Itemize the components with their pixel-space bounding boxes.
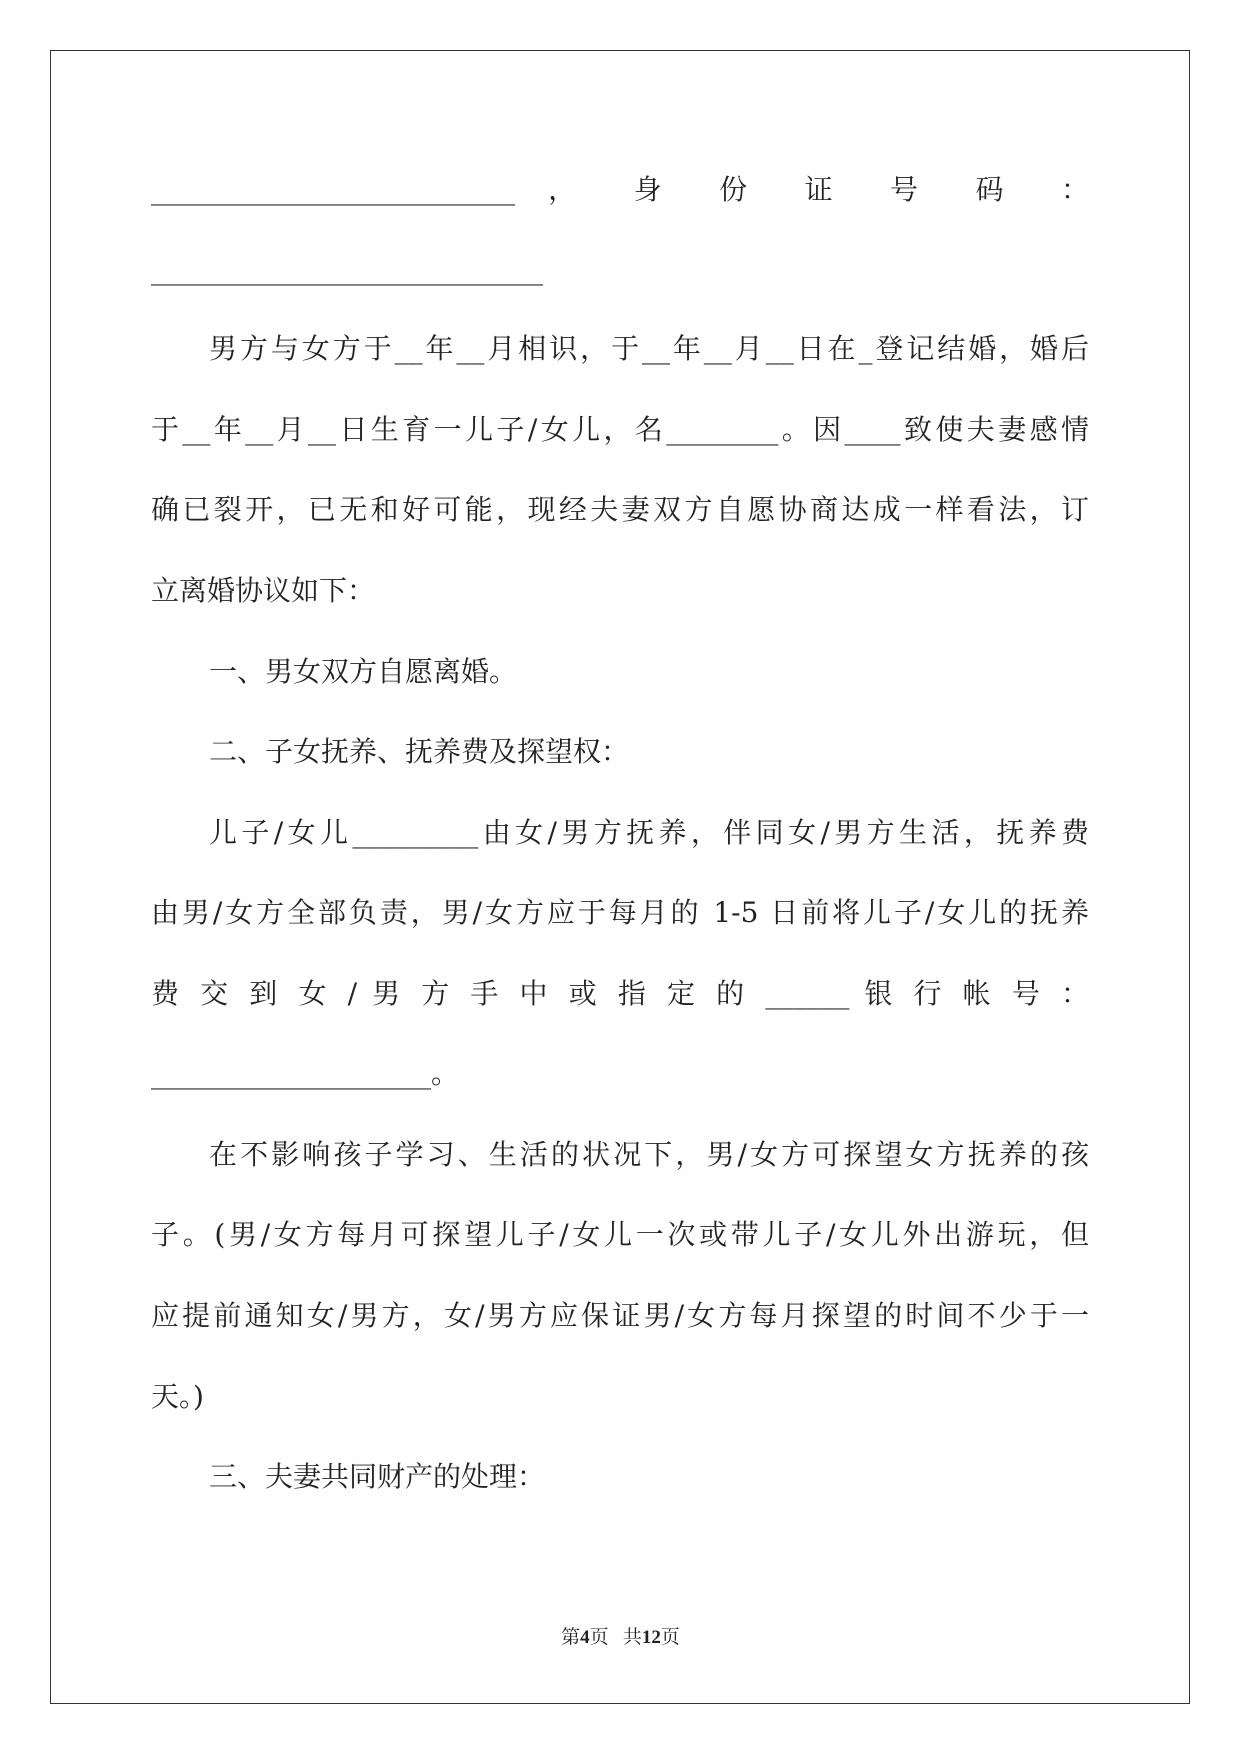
- section-heading: 一、男女双方自愿离婚。: [209, 655, 518, 688]
- paragraph-line: 在不影响孩子学习、生活的状况下，男/女方可探望女方抚养的孩: [209, 1138, 1089, 1171]
- id-number-line: __________________________ ， 身 份 证 号 码 ：: [151, 173, 1089, 206]
- total-pages: 12: [641, 1627, 661, 1648]
- total-suffix: 页: [660, 1627, 680, 1648]
- paragraph-line: 费 交 到 女 / 男 方 手 中 或 指 定 的 ______ 银 行 帐 号 ：: [151, 977, 1089, 1010]
- page-number: 4: [580, 1627, 590, 1648]
- paragraph-line: 立离婚协议如下：: [151, 574, 376, 607]
- section-heading: 二、子女抚养、抚养费及探望权：: [209, 735, 630, 768]
- blank-line: ____________________________: [151, 253, 543, 286]
- page-suffix: 页: [589, 1627, 609, 1648]
- paragraph-line: 应提前通知女/男方，女/男方应保证男/女方每月探望的时间不少于一: [151, 1299, 1089, 1332]
- paragraph-line: 由男/女方全部负责，男/女方应于每月的 1-5 日前将儿子/女儿的抚养: [151, 896, 1089, 929]
- paragraph-line: 男方与女方于__年__月相识，于__年__月__日在_登记结婚，婚后: [209, 332, 1089, 365]
- paragraph-line: ____________________。: [151, 1057, 460, 1090]
- section-heading: 三、夫妻共同财产的处理：: [209, 1460, 546, 1493]
- total-prefix: 共: [622, 1627, 642, 1648]
- paragraph-line: 儿子/女儿_________由女/男方抚养，伴同女/男方生活，抚养费: [209, 816, 1089, 849]
- page-prefix: 第: [561, 1627, 581, 1648]
- paragraph-line: 于__年__月__日生育一儿子/女儿，名________。因____致使夫妻感情: [151, 413, 1089, 446]
- paragraph-line: 天。): [151, 1380, 204, 1413]
- paragraph-line: 确已裂开，已无和好可能，现经夫妻双方自愿协商达成一样看法，订: [151, 493, 1089, 526]
- paragraph-line: 子。(男/女方每月可探望儿子/女儿一次或带儿子/女儿外出游玩，但: [151, 1218, 1089, 1251]
- page-footer: [0, 1626, 1241, 1650]
